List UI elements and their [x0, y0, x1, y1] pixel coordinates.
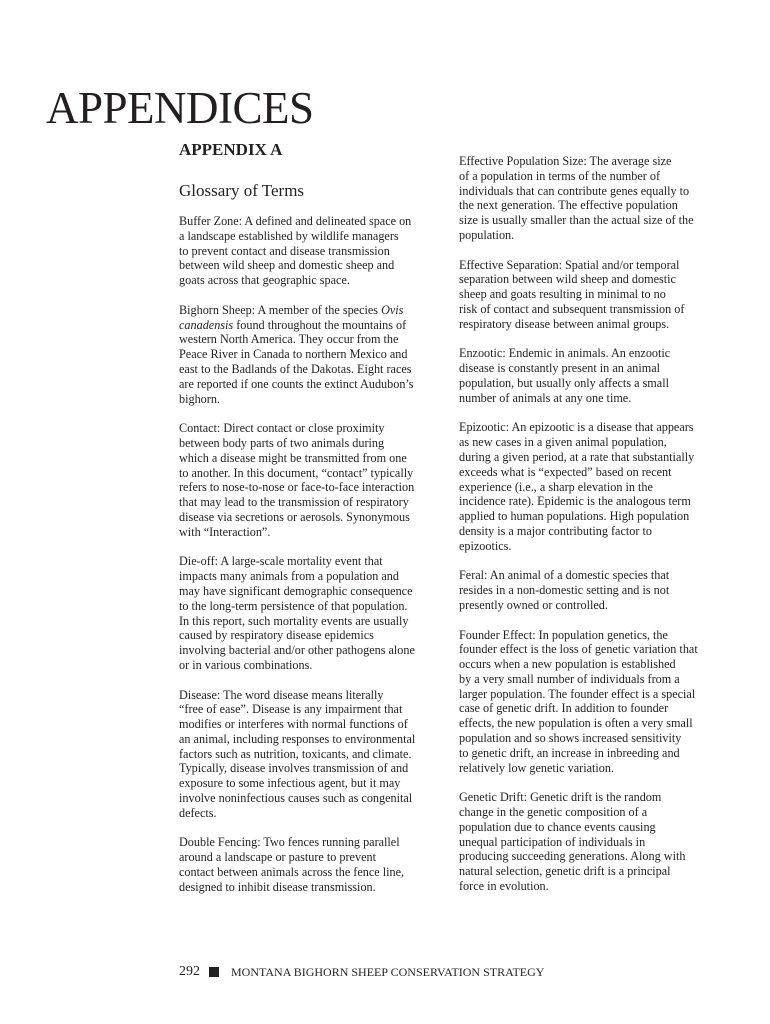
glossary-entry	[459, 628, 727, 776]
page-number: 292	[179, 964, 200, 979]
glossary-entry-line: impacts many animals from a population and	[179, 569, 399, 584]
glossary-left-column	[179, 214, 447, 909]
glossary-entry-line: population and so shows increased sensitivity	[459, 731, 682, 746]
glossary-entry	[179, 554, 447, 672]
glossary-entry-line: population, but usually only affects a small	[459, 375, 669, 390]
glossary-entry-line: case of genetic drift. In addition to founder	[459, 701, 669, 716]
glossary-entry-line: factors such as nutrition, toxicants, and climate.	[179, 746, 412, 761]
glossary-entry	[179, 688, 447, 821]
glossary-entry	[459, 568, 727, 612]
glossary-entry-line: the next generation. The effective population	[459, 198, 678, 213]
glossary-entry-line: In this report, such mortality events are usually	[179, 613, 409, 628]
glossary-entry-line: are reported if one counts the extinct Audubon’s	[179, 376, 414, 391]
glossary-entry-line: a landscape established by wildlife managers	[179, 228, 399, 243]
glossary-entry-line: contact between animals across the fence line,	[179, 865, 405, 880]
glossary-entry-line: occurs when a new population is established	[459, 657, 676, 672]
glossary-entry-line: involve noninfectious causes such as congenital	[179, 791, 413, 806]
glossary-right-column	[459, 154, 727, 909]
glossary-entry-line: caused by respiratory disease epidemics	[179, 628, 374, 643]
glossary-entry-line: separation between wild sheep and domestic	[459, 272, 676, 287]
glossary-entry-line: epizootics.	[459, 538, 512, 553]
glossary-entry-line: density is a major contributing factor to	[459, 523, 652, 538]
glossary-entry-line: or in various combinations.	[179, 657, 313, 672]
glossary-entry-line: between body parts of two animals during	[179, 435, 385, 450]
glossary-entry-line: unequal participation of individuals in	[459, 834, 646, 849]
glossary-entry-line: number of animals at any one time.	[459, 390, 632, 405]
glossary-entry-line: “free of ease”. Disease is any impairment that	[179, 702, 403, 717]
glossary-entry-line: disease via secretions or aerosols. Synonymous	[179, 509, 410, 524]
glossary-entry-line: to the long-term persistence of that population.	[179, 598, 408, 613]
glossary-entry	[459, 790, 727, 894]
glossary-entry-line: between wild sheep and domestic sheep and	[179, 258, 395, 273]
glossary-entry-line: refers to nose-to-nose or face-to-face interaction	[179, 480, 415, 495]
glossary-entry	[459, 346, 727, 405]
appendix-label: APPENDIX A	[179, 140, 283, 159]
glossary-entry-line: Contact: Direct contact or close proximity	[179, 421, 385, 436]
glossary-entry-line: larger population. The founder effect is a special	[459, 686, 696, 701]
glossary-entry-line: experience (i.e., a sharp elevation in the	[459, 479, 653, 494]
glossary-entry-line: involving bacterial and/or other pathogens alone	[179, 643, 415, 658]
glossary-entry-line: an animal, including responses to environmental	[179, 731, 416, 746]
glossary-entry	[179, 303, 447, 407]
footer-title: MONTANA BIGHORN SHEEP CONSERVATION STRATEGY	[231, 964, 545, 979]
glossary-entry-line: that may lead to the transmission of respiratory	[179, 495, 409, 510]
glossary-entry-line: Effective Population Size: The average size	[459, 154, 672, 168]
glossary-heading: Glossary of Terms	[179, 181, 305, 200]
glossary-entry-line: Enzootic: Endemic in animals. An enzootic	[459, 346, 671, 361]
glossary-entry-line: exposure to some infectious agent, but it may	[179, 776, 401, 791]
glossary-entry-line: by a very small number of individuals from a	[459, 671, 680, 686]
glossary-entry	[459, 258, 727, 332]
glossary-entry	[179, 214, 447, 288]
glossary-entry-line: of a population in terms of the number of	[459, 168, 661, 183]
glossary-entry-line: applied to human populations. High population	[459, 509, 690, 524]
glossary-entry-line: Disease: The word disease means literally	[179, 687, 384, 702]
glossary-entry	[459, 154, 727, 243]
glossary-entry-line: producing succeeding generations. Along with	[459, 849, 686, 864]
glossary-entry-line: respiratory disease between animal groups.	[459, 316, 670, 331]
glossary-entry-line: to genetic drift, an increase in inbreeding and	[459, 745, 680, 760]
glossary-entry-line: bighorn.	[179, 391, 220, 406]
glossary-entry-line: disease is constantly present in an animal	[459, 361, 661, 376]
glossary-entry-line: individuals that can contribute genes equally to	[459, 183, 690, 198]
glossary-entry-line: population due to chance events causing	[459, 819, 656, 834]
glossary-entry-line: during a given period, at a rate that substantially	[459, 449, 695, 464]
glossary-entry-line: Epizootic: An epizootic is a disease that appears	[459, 420, 694, 435]
glossary-entry-line: relatively low genetic variation.	[459, 760, 614, 775]
glossary-entry-line: risk of contact and subsequent transmission of	[459, 301, 685, 316]
glossary-entry-line: modifies or interferes with normal functions of	[179, 717, 408, 732]
glossary-entry-line: population.	[459, 227, 515, 242]
glossary-entry-line: Die-off: A large-scale mortality event that	[179, 554, 383, 569]
glossary-entry-line: Bighorn Sheep: A member of the species Ovis	[179, 302, 404, 317]
glossary-entry-line: designed to inhibit disease transmission.	[179, 879, 376, 894]
glossary-entry-line: effects, the new population is often a very small	[459, 716, 693, 731]
glossary-entry-line: Buffer Zone: A defined and delineated space on	[179, 214, 412, 228]
glossary-entry-line: incidence rate). Epidemic is the analogous term	[459, 494, 691, 509]
glossary-entry-line: defects.	[179, 805, 217, 820]
glossary-entry-line: Founder Effect: In population genetics, the	[459, 627, 668, 642]
glossary-entry	[179, 421, 447, 539]
glossary-entry-line: Feral: An animal of a domestic species that	[459, 568, 670, 583]
glossary-entry-line: exceeds what is “expected” based on recent	[459, 464, 672, 479]
glossary-entry-line: founder effect is the loss of genetic variation that	[459, 642, 698, 657]
glossary-entry-line: Peace River in Canada to northern Mexico and	[179, 347, 408, 362]
glossary-entry-line: canadensis found throughout the mountains of	[179, 317, 407, 332]
glossary-entry-line: which a disease might be transmitted from one	[179, 450, 407, 465]
square-bullet-icon	[209, 967, 219, 977]
glossary-entry-line: Double Fencing: Two fences running parallel	[179, 835, 400, 850]
glossary-entry	[179, 835, 447, 894]
glossary-entry-line: western North America. They occur from the	[179, 332, 399, 347]
glossary-entry-line: goats across that geographic space.	[179, 273, 350, 288]
glossary-entry-line: sheep and goats resulting in minimal to no	[459, 287, 666, 302]
glossary-entry-line: to prevent contact and disease transmission	[179, 243, 390, 258]
glossary-entry-line: east to the Badlands of the Dakotas. Eight races	[179, 361, 412, 376]
page-footer	[179, 964, 544, 980]
page-title: APPENDICES	[46, 83, 314, 133]
glossary-entry	[459, 420, 727, 553]
glossary-entry-line: change in the genetic composition of a	[459, 805, 648, 820]
glossary-entry-line: presently owned or controlled.	[459, 597, 608, 612]
glossary-entry-line: Genetic Drift: Genetic drift is the random	[459, 790, 662, 805]
glossary-entry-line: resides in a non-domestic setting and is not	[459, 583, 670, 598]
glossary-entry-line: around a landscape or pasture to prevent	[179, 850, 376, 865]
glossary-entry-line: with “Interaction”.	[179, 524, 271, 539]
glossary-entry-line: to another. In this document, “contact” typically	[179, 465, 414, 480]
glossary-entry-line: as new cases in a given animal population,	[459, 435, 667, 450]
glossary-entry-line: Typically, disease involves transmission of and	[179, 761, 409, 776]
glossary-entry-line: natural selection, genetic drift is a principal	[459, 864, 671, 879]
glossary-entry-line: size is usually smaller than the actual size of the	[459, 213, 694, 228]
glossary-entry-line: force in evolution.	[459, 879, 549, 894]
glossary-entry-line: may have significant demographic consequence	[179, 583, 413, 598]
glossary-entry-line: Effective Separation: Spatial and/or temporal	[459, 257, 680, 272]
